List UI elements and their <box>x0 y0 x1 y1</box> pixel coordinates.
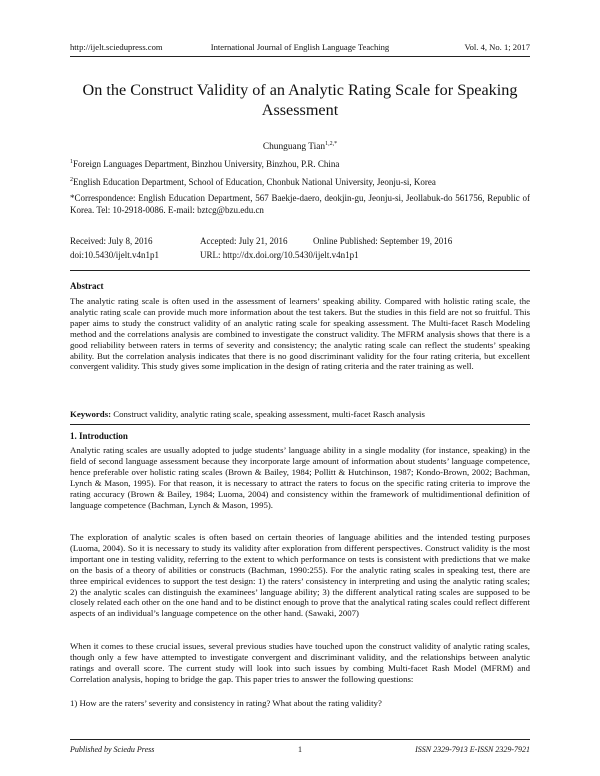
author-line <box>70 141 530 152</box>
section-heading: 1. Introduction <box>70 431 128 441</box>
intro-paragraph-1: Analytic rating scales are usually adopted to judge students’ language ability in a single modality (for instance, speaking) in the field of second language assessment because they incorporate large amount of information about students’ language competence, hence preferable over holistic rating scales (Brown & Bailey, 1984; Pollitt & Hutchinson, 1987; Kondo-Brown, 2002; Bachman, Lynch & Mason, 1995). For that reason, it is necessary to attract the raters to focus on the specific rating criteria to improve the rating accuracy (Brown & Bailey, 1984; Luoma, 2004) and consistency within the framework of multidimentional definition of language competence (Bachman, Lynch & Mason, 1995). <box>70 445 530 510</box>
paper-title: On the Construct Validity of an Analytic Rating Scale for Speaking Assessment <box>82 81 518 119</box>
published-date: Online Published: September 19, 2016 <box>313 236 453 246</box>
intro-paragraph-3: When it comes to these crucial issues, several previous studies have touched upon the construct validity of analytic rating scales, though only a few have attempted to investigate convergent and discriminant validity, and the relationships between analytic ratings and overall score. The current study will look into such issues by combing Multi-facet Rash Model (MFRM) and Correlation analysis, hoping to bridge the gap. This paper tries to answer the following questions: <box>70 641 530 684</box>
affiliation-2: $^2$English Education Department, School of Education, Chonbuk National University, Jeonju-si, Korea <box>70 177 436 187</box>
page-number: 1 <box>298 745 302 754</box>
header-rule <box>70 56 530 57</box>
footer-rule <box>70 739 530 740</box>
journal-name: International Journal of English Language Teaching <box>210 42 390 52</box>
issn: ISSN 2329-7913 E-ISSN 2329-7921 <box>415 745 530 754</box>
research-question-1: 1) How are the raters’ severity and consistency in rating? What about the rating validity? <box>70 698 382 708</box>
volume-info: Vol. 4, No. 1; 2017 <box>464 42 530 52</box>
keywords-label: Keywords: <box>70 409 112 419</box>
journal-url[interactable]: http://ijelt.sciedupress.com <box>70 42 163 52</box>
received-date: Received: July 8, 2016 <box>70 236 153 246</box>
meta-rule <box>70 270 530 271</box>
author-marks: 1,2,* <box>325 141 338 147</box>
keywords <box>70 409 530 420</box>
doi[interactable]: doi:10.5430/ijelt.v4n1p1 <box>70 250 159 260</box>
accepted-date: Accepted: July 21, 2016 <box>200 236 288 246</box>
abstract-heading: Abstract <box>70 281 104 291</box>
correspondence: *Correspondence: English Education Department, 567 Baekje-daero, deokjin-gu, Jeonju-si, Jeollabuk-do 561756, Republic of Korea. Tel: 10-2918-0086. E-mail: bztcg@bzu.edu.cn <box>70 193 530 215</box>
author-name: Chunguang Tian <box>262 142 326 153</box>
intro-paragraph-2: The exploration of analytic scales is often based on certain theories of language abilities and the intended testing purposes (Luoma, 2004). So it is necessary to study its validity after exploration from different perspectives. Construct validity is the most important one in testing validity, referring to the extent to which performance on tests is consistent with predictions that we make on the basis of a theory of abilities or constructs (Bachman, 1990:255). For the analytic rating scales in speaking test, there are three empirical evidences to support the test design: 1) the raters’ consistency in interpreting and using the analytic rating scales; 2) the analytic scales can distinguish the examinees’ language ability; 3) the different analytical rating scales are supposed to be closely related each other on the one hand and to be distinct enough to prove that the analytical rating scales could reflect different aspects of an individual’s language competence on the other hand. (Sawaki, 2007) <box>70 532 530 619</box>
publisher: Published by Sciedu Press <box>70 745 155 754</box>
abstract-text: The analytic rating scale is often used in the assessment of learners’ speaking ability. Compared with holistic rating scale, the analytic rating scale can provide much more information about the test takers. But the studies in this field are not so fruitful. This paper aims to study the construct validity of an analytic rating scale for speaking assessment. The Multi-facet Rasch Modeling method and the correlations analysis are combined to investigate the construct validity. The MFRM analysis shows that there is a good reliability between raters in terms of severity and consistency; the analytic rating scale can reflect the students’ speaking ability. But the correlation analysis indicates that there is no good discriminant validity for the four rating criteria, but excellent convergent validity. This study gives some implication in the design of rating criteria and the rater training as well. <box>70 296 530 372</box>
keywords-text: Construct validity, analytic rating scale, speaking assessment, multi-facet Rasch analysis <box>111 409 425 419</box>
keywords-rule <box>70 424 530 425</box>
running-header <box>70 42 530 54</box>
doi-url[interactable]: URL: http://dx.doi.org/10.5430/ijelt.v4n1p1 <box>200 250 359 260</box>
affiliation-1: $^1$Foreign Languages Department, Binzhou University, Binzhou, P.R. China <box>70 159 340 169</box>
page-footer <box>70 745 530 757</box>
